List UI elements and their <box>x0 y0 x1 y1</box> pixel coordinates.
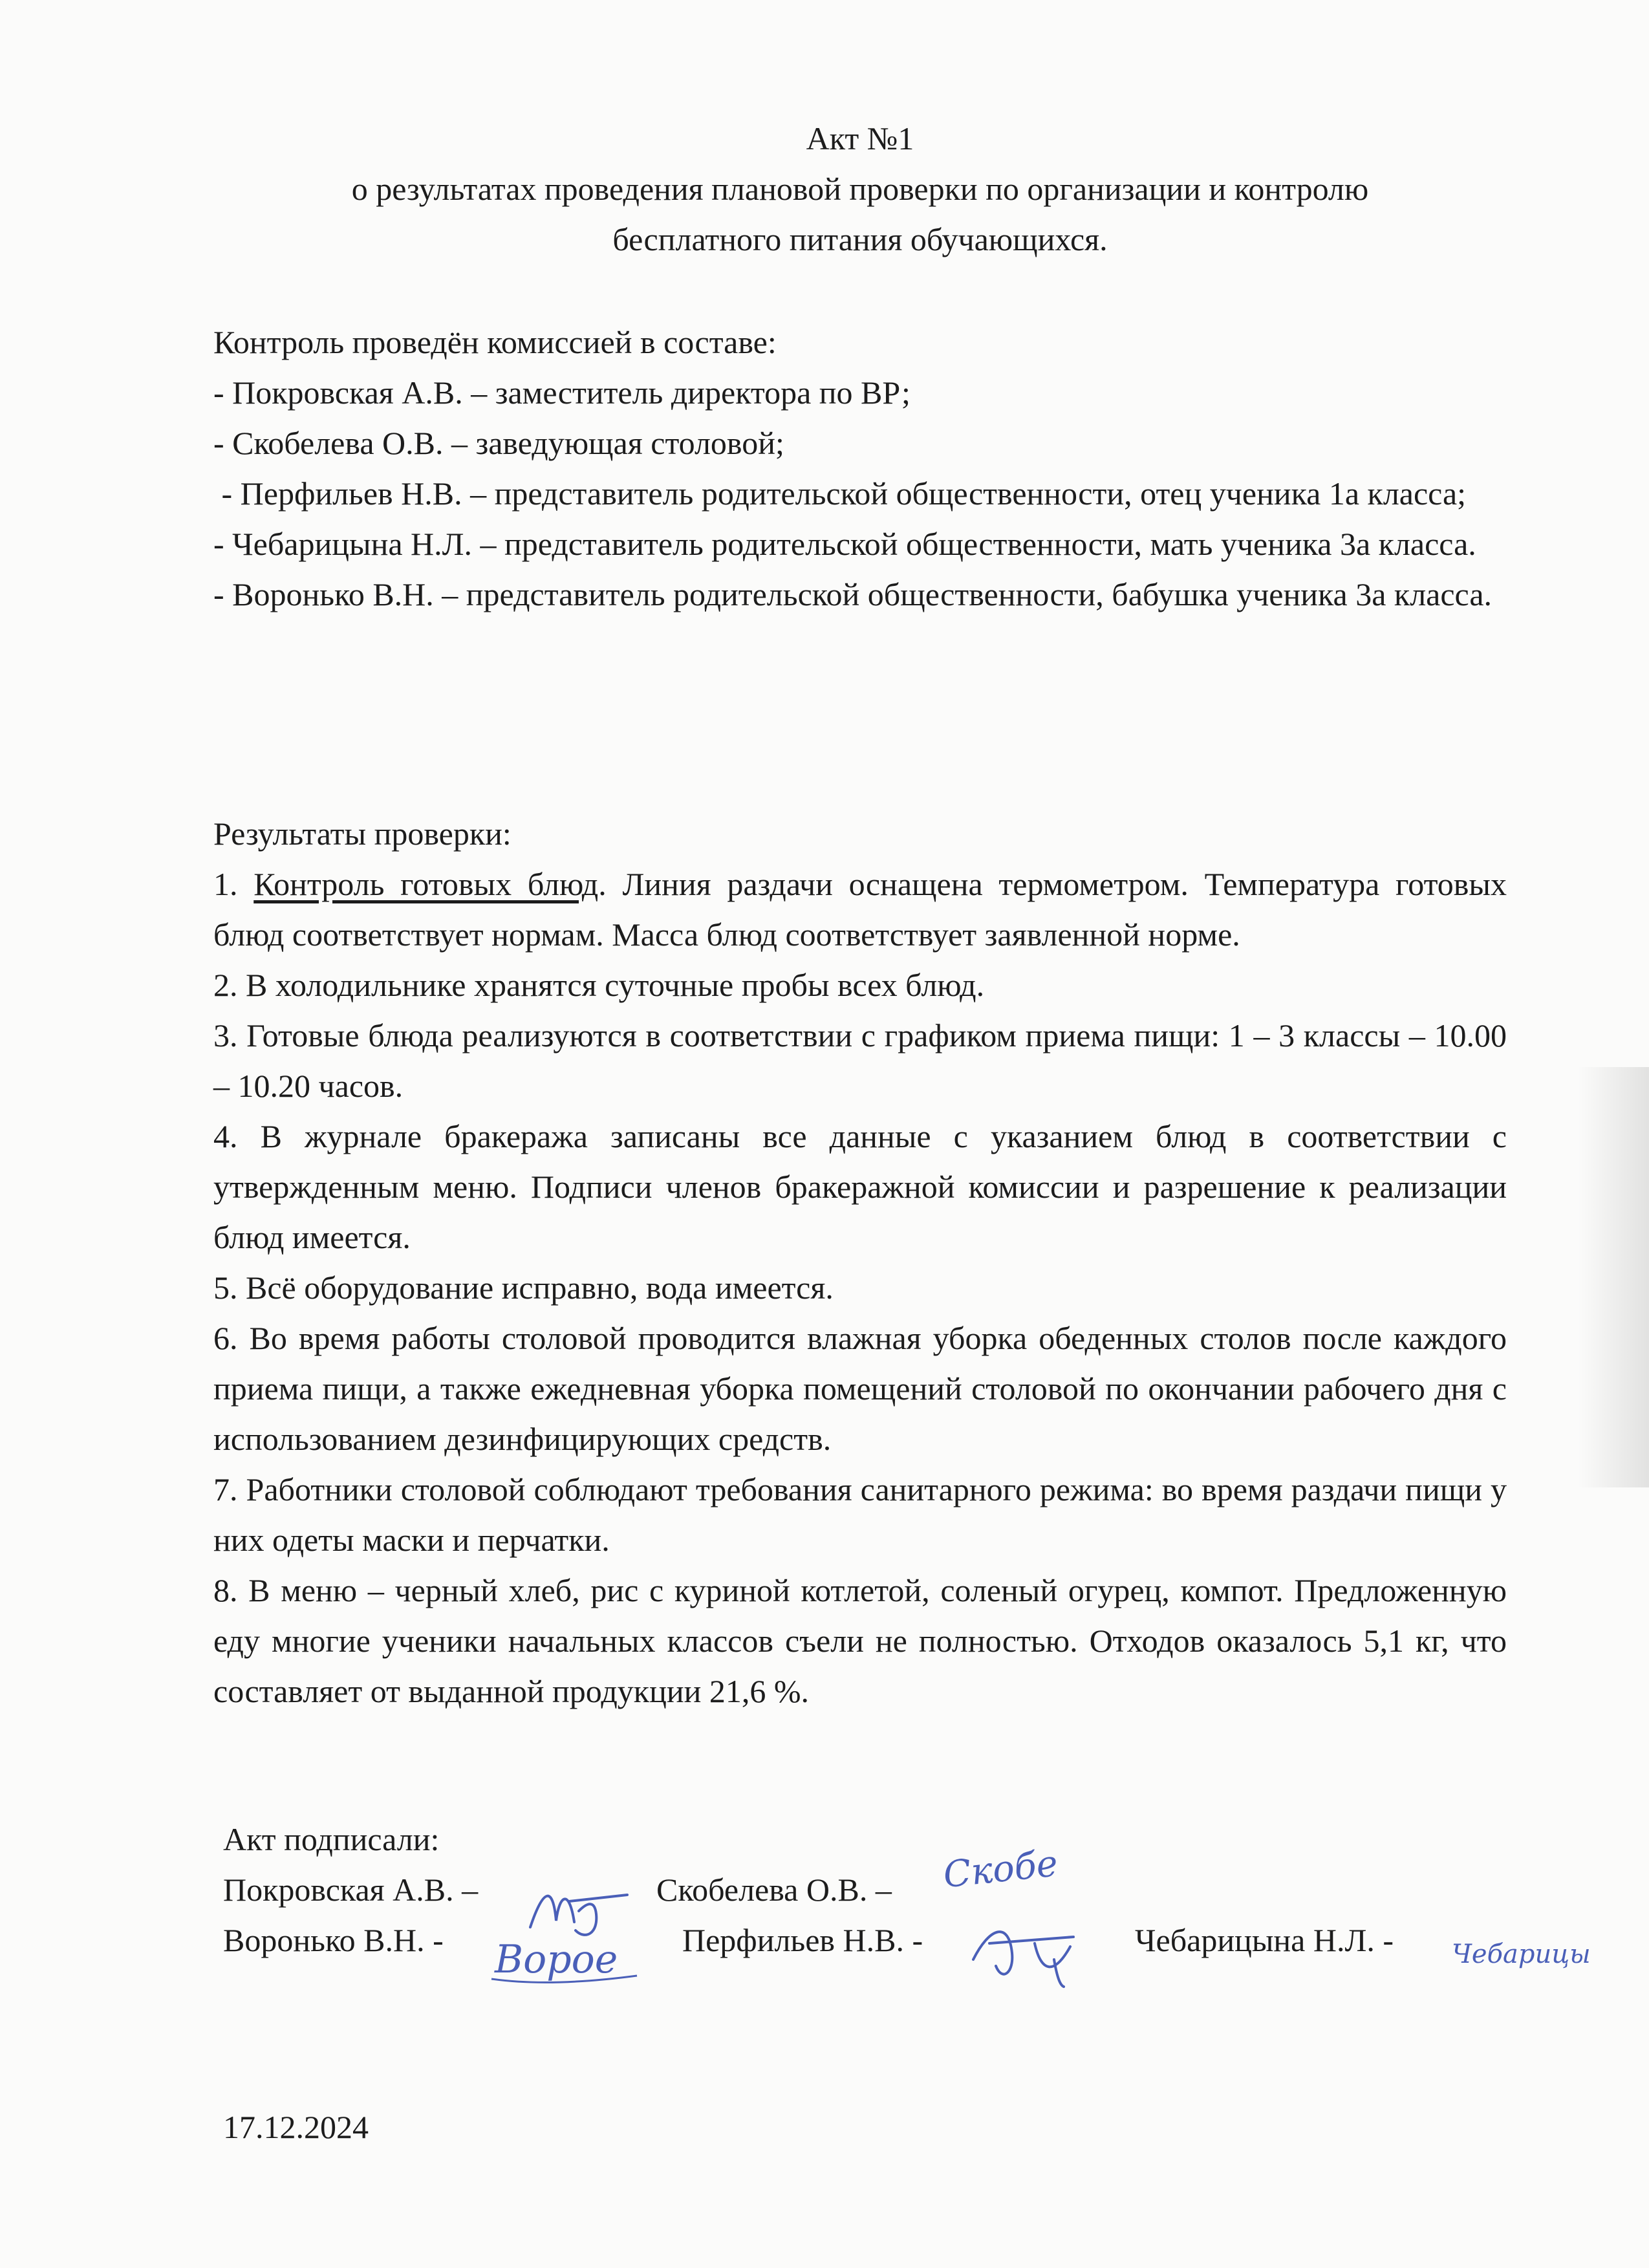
result-item: 7. Работники столовой соблюдают требования санитарного режима: во время раздачи пищи у них одеты маски и перчатки. <box>213 1471 1507 1558</box>
signer-voronko: Воронько В.Н. - <box>223 1922 444 1958</box>
act-subtitle-line2: бесплатного питания обучающихся. <box>612 221 1108 257</box>
result-item: 6. Во время работы столовой проводится влажная уборка обеденных столов после каждого приема пищи, а также ежедневная уборка помещений столовой по окончании рабочего дня с использованием дезинфицирующих средств. <box>213 1320 1507 1457</box>
signer-perfilyev: Перфильев Н.В. - <box>682 1922 923 1958</box>
commission-member: - Скобелева О.В. – заведующая столовой; <box>213 425 784 461</box>
result-item: 3. Готовые блюда реализуются в соответствии с графиком приема пищи: 1 – 3 классы – 10.00 – 10.20 часов. <box>213 1017 1507 1104</box>
underlined-phrase: Контроль готовых блюд <box>253 866 599 902</box>
results-heading: Результаты проверки: <box>213 815 512 852</box>
signer-chebaritsyna: Чебарицына Н.Л. - <box>1135 1922 1394 1958</box>
result-item: 8. В меню – черный хлеб, рис с куриной котлетой, соленый огурец, компот. Предложенную еду многие ученики начальных классов съели не полностью. Отходов оказалось 5,1 кг, что составляет от выданной продукции 21,6 %. <box>213 1572 1507 1709</box>
document-date: 17.12.2024 <box>223 2109 369 2145</box>
result-item: 4. В журнале бракеража записаны все данные с указанием блюд в соответствии с утвержденным меню. Подписи членов бракеражной комиссии и разрешение к реализации блюд имеется. <box>213 1118 1507 1255</box>
result-item: 2. В холодильнике хранятся суточные пробы всех блюд. <box>213 967 985 1003</box>
result-item: 5. Всё оборудование исправно, вода имеется. <box>213 1269 834 1306</box>
results-section <box>213 808 1507 1716</box>
signature-chebaritsyna-text: Чебарицы <box>1452 1939 1591 1969</box>
signer-skobeleva: Скобелева О.В. – <box>656 1872 892 1908</box>
commission-member: - Воронько В.Н. – представитель родительской общественности, бабушка ученика 3а класса. <box>213 576 1493 612</box>
commission-section <box>213 317 1507 620</box>
signatures-heading: Акт подписали: <box>223 1821 440 1857</box>
result-item-number: 1. <box>213 866 254 902</box>
act-subtitle-line1: о результатах проведения плановой проверки по организации и контролю <box>351 171 1369 207</box>
act-header <box>213 113 1507 265</box>
signature-skobeleva-text: Скобе <box>941 1842 1060 1897</box>
commission-intro: Контроль проведён комиссией в составе: <box>213 324 777 360</box>
act-title: Акт №1 <box>806 120 914 157</box>
signature-perfilyev-icon <box>964 1914 1099 1992</box>
scan-edge-shadow <box>1578 1067 1649 1487</box>
result-item-1 <box>213 859 1507 960</box>
signature-voronko-icon <box>485 1924 647 1995</box>
result-item-text: . Линия раздачи оснащена термометром. Температура готовых блюд соответствует нормам. Масса блюд соответствует заявленной норме. <box>213 866 1507 953</box>
commission-member: - Перфильев Н.В. – представитель родительской общественности, отец ученика 1а класса; <box>213 475 1467 512</box>
commission-member: - Покровская А.В. – заместитель директора по ВР; <box>213 374 911 411</box>
signature-chebaritsyna-icon <box>1449 1927 1643 1985</box>
signer-pokrovskaya: Покровская А.В. – <box>223 1872 479 1908</box>
signature-skobeleva-icon <box>931 1840 1125 1917</box>
commission-member: - Чебарицына Н.Л. – представитель родительской общественности, мать ученика 3а класса. <box>213 526 1476 562</box>
signature-voronko-text: Ворое <box>495 1937 618 1982</box>
